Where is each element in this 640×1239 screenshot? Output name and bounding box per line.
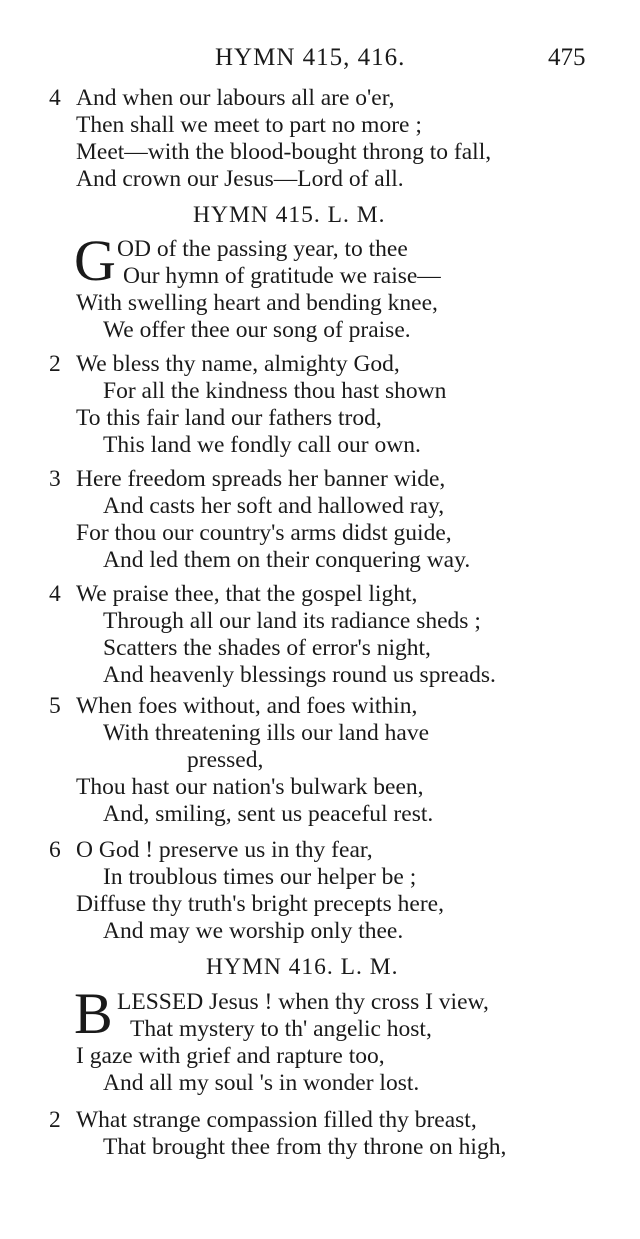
verse-line: Diffuse thy truth's bright precepts here, xyxy=(76,891,444,917)
verse-line: For thou our country's arms didst guide, xyxy=(76,520,452,546)
verse-line: We praise thee, that the gospel light, xyxy=(76,581,418,607)
verse-line: Here freedom spreads her banner wide, xyxy=(76,466,446,492)
verse-line: And casts her soft and hallowed ray, xyxy=(103,493,445,519)
verse-line: This land we fondly call our own. xyxy=(103,432,421,458)
stanza-number: 4 xyxy=(49,581,61,607)
verse-line: What strange compassion filled thy breast, xyxy=(76,1107,477,1133)
verse-line: That mystery to th' angelic host, xyxy=(130,1016,432,1042)
stanza-number: 2 xyxy=(49,1107,61,1133)
verse-line: LESSED Jesus ! when thy cross I view, xyxy=(117,989,489,1015)
hymn-416-title: HYMN 416. L. M. xyxy=(206,954,399,980)
verse-line: And heavenly blessings round us spreads. xyxy=(103,662,496,688)
page-number: 475 xyxy=(548,44,586,71)
verse-line: To this fair land our fathers trod, xyxy=(76,405,382,431)
verse-line: pressed, xyxy=(187,747,264,773)
verse-line: And led them on their conquering way. xyxy=(103,547,471,573)
drop-cap: G xyxy=(74,228,116,293)
verse-line: Our hymn of gratitude we raise— xyxy=(123,263,441,289)
verse-line: We offer thee our song of praise. xyxy=(103,317,411,343)
verse-line: OD of the passing year, to thee xyxy=(117,236,408,262)
verse-line: Then shall we meet to part no more ; xyxy=(76,112,422,138)
stanza-number: 6 xyxy=(49,837,61,863)
verse-line: We bless thy name, almighty God, xyxy=(76,351,400,377)
verse-line: And crown our Jesus—Lord of all. xyxy=(76,166,404,192)
verse-line: Meet—with the blood-bought throng to fall, xyxy=(76,139,492,165)
verse-line: With threatening ills our land have xyxy=(103,720,430,746)
verse-line: That brought thee from thy throne on high, xyxy=(103,1134,507,1160)
verse-line: In troublous times our helper be ; xyxy=(103,864,417,890)
verse-line: I gaze with grief and rapture too, xyxy=(76,1043,385,1069)
running-header-title: HYMN 415, 416. xyxy=(215,44,406,71)
stanza-number: 3 xyxy=(49,466,61,492)
verse-line: Through all our land its radiance sheds ; xyxy=(103,608,481,634)
verse-line: Scatters the shades of error's night, xyxy=(103,635,431,661)
verse-line: And when our labours all are o'er, xyxy=(76,85,395,111)
drop-cap: B xyxy=(74,981,113,1046)
verse-line: With swelling heart and bending knee, xyxy=(76,290,438,316)
verse-line: And may we worship only thee. xyxy=(103,918,404,944)
verse-line: And, smiling, sent us peaceful rest. xyxy=(103,801,434,827)
verse-line: And all my soul 's in wonder lost. xyxy=(103,1070,420,1096)
hymn-415-title: HYMN 415. L. M. xyxy=(193,202,386,228)
running-header xyxy=(0,44,640,78)
stanza-number: 5 xyxy=(49,693,61,719)
verse-line: Thou hast our nation's bulwark been, xyxy=(76,774,424,800)
stanza-number: 2 xyxy=(49,351,61,377)
stanza-number: 4 xyxy=(49,85,61,111)
verse-line: For all the kindness thou hast shown xyxy=(103,378,447,404)
verse-line: When foes without, and foes within, xyxy=(76,693,418,719)
verse-line: O God ! preserve us in thy fear, xyxy=(76,837,373,863)
